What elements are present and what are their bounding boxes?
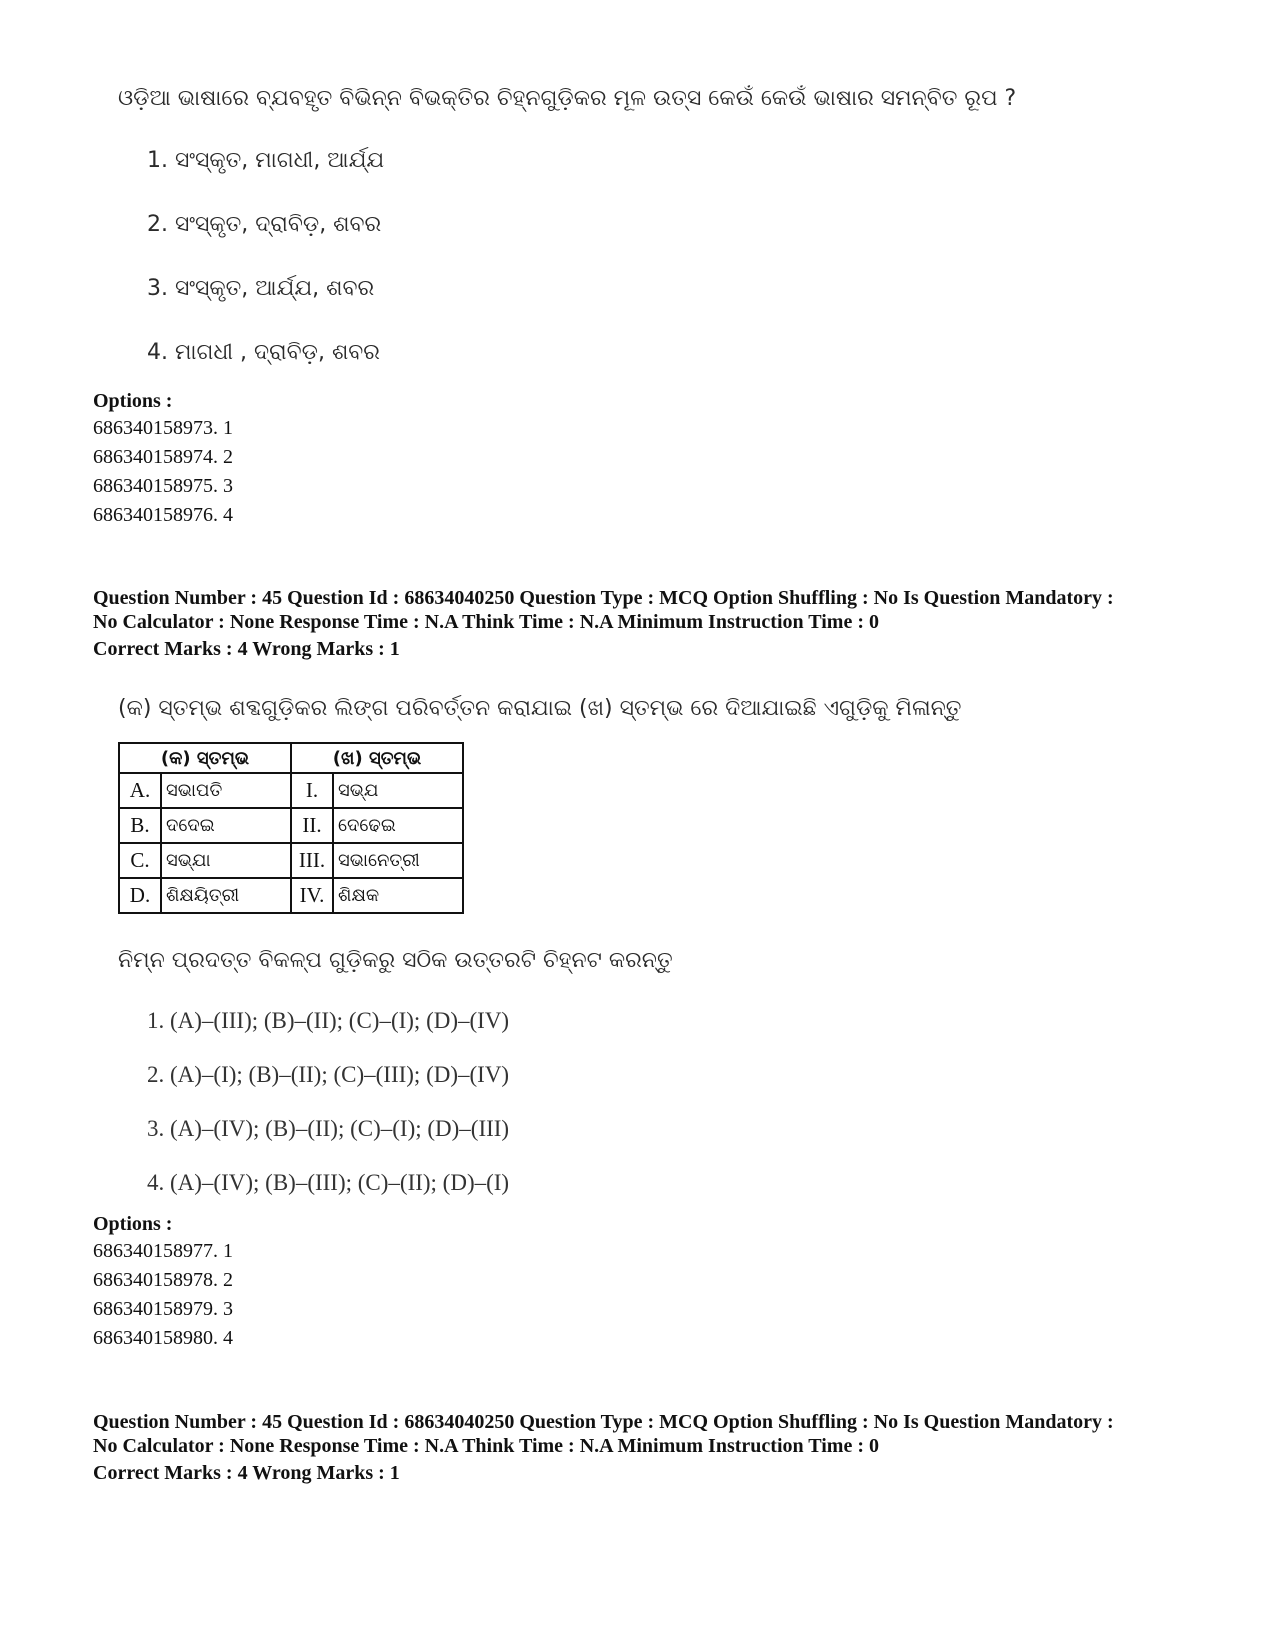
option-id: 686340158975. 3: [93, 475, 233, 497]
choice-item: 2. (A)–(I); (B)–(II); (C)–(III); (D)–(IV): [147, 1062, 510, 1087]
choice-item: 4. ମାଗଧୀ , ଦ୍ରାବିଡ଼, ଶବର: [147, 340, 380, 365]
choice-item: 3. (A)–(IV); (B)–(II); (C)–(I); (D)–(III): [147, 1116, 510, 1141]
column-b-header: (ଖ) ସ୍ତମ୍ଭ: [291, 743, 463, 773]
row-key: D.: [119, 878, 161, 913]
options-heading: Options :: [93, 390, 173, 412]
option-id: 686340158980. 4: [93, 1327, 233, 1349]
choice-item: 4. (A)–(IV); (B)–(III); (C)–(II); (D)–(I): [147, 1170, 510, 1195]
table-row: [119, 773, 463, 808]
row-value: ସଭ୍ଯା: [161, 843, 291, 878]
matching-table: [118, 742, 464, 914]
question-2-choices: [147, 1008, 509, 1224]
meta-line: Question Number : 45 Question Id : 68634040250 Question Type : MCQ Option Shuffling : No Is Question Mandatory :: [93, 587, 1114, 609]
question-meta: [93, 586, 1114, 634]
row-key: II.: [291, 808, 333, 843]
column-a-header: (କ) ସ୍ତମ୍ଭ: [119, 743, 291, 773]
option-id: 686340158973. 1: [93, 417, 233, 439]
choice-item: 3. ସଂସ୍କୃତ, ଆର୍ଯ୍ଯ, ଶବର: [147, 276, 375, 301]
choice-item: 1. ସଂସ୍କୃତ, ମାଗଧୀ, ଆର୍ଯ୍ଯ: [147, 148, 385, 173]
row-value: ସଭାପତି: [161, 773, 291, 808]
option-id: 686340158978. 2: [93, 1269, 233, 1291]
marks-line: Correct Marks : 4 Wrong Marks : 1: [93, 1462, 400, 1484]
question-1-choices: [147, 148, 384, 404]
question-1-text: ଓଡ଼ିଆ ଭାଷାରେ ବ୍ଯବହୃତ ବିଭିନ୍ନ ବିଭକ୍ତିର ଚିହ୍ନଗୁଡ଼ିକର ମୂଳ ଉତ୍ସ କେଉଁ କେଉଁ ଭାଷାର ସମନ୍ବିତ ରୂପ ?: [118, 86, 1017, 111]
meta-line: No Calculator : None Response Time : N.A Think Time : N.A Minimum Instruction Time : 0: [93, 611, 879, 633]
row-value: ଦେଢେଇ: [333, 808, 463, 843]
marks-line: Correct Marks : 4 Wrong Marks : 1: [93, 638, 400, 660]
table-row: [119, 808, 463, 843]
row-key: C.: [119, 843, 161, 878]
instruction-text: ନିମ୍ନ ପ୍ରଦତ୍ତ ବିକଳ୍ପ ଗୁଡ଼ିକରୁ ସଠିକ ଉତ୍ତରଟି ଚିହ୍ନଟ କରନ୍ତୁ: [118, 948, 673, 973]
choice-item: 2. ସଂସ୍କୃତ, ଦ୍ରାବିଡ଼, ଶବର: [147, 212, 382, 237]
meta-line: Question Number : 45 Question Id : 68634040250 Question Type : MCQ Option Shuffling : No Is Question Mandatory :: [93, 1411, 1114, 1433]
question-2-text: (କ) ସ୍ତମ୍ଭ ଶବ୍ଦଗୁଡ଼ିକର ଲିଙ୍ଗ ପରିବର୍ତ୍ତନ କରାଯାଇ (ଖ) ସ୍ତମ୍ଭ ରେ ଦିଆଯାଇଛି ଏଗୁଡ଼ିକୁ ମିଳାନ୍ତୁ: [118, 696, 962, 721]
table-row: [119, 878, 463, 913]
options-heading: Options :: [93, 1213, 173, 1235]
row-key: B.: [119, 808, 161, 843]
row-key: I.: [291, 773, 333, 808]
table-row: [119, 843, 463, 878]
option-id-list: [93, 1237, 233, 1353]
row-value: ଦଦେଇ: [161, 808, 291, 843]
row-value: ଶିକ୍ଷୟିତ୍ରୀ: [161, 878, 291, 913]
option-id: 686340158977. 1: [93, 1240, 233, 1262]
row-value: ସଭାନେତ୍ରୀ: [333, 843, 463, 878]
row-value: ଶିକ୍ଷକ: [333, 878, 463, 913]
meta-line: No Calculator : None Response Time : N.A Think Time : N.A Minimum Instruction Time : 0: [93, 1435, 879, 1457]
option-id: 686340158979. 3: [93, 1298, 233, 1320]
option-id: 686340158976. 4: [93, 504, 233, 526]
row-key: III.: [291, 843, 333, 878]
row-key: A.: [119, 773, 161, 808]
option-id: 686340158974. 2: [93, 446, 233, 468]
row-key: IV.: [291, 878, 333, 913]
choice-item: 1. (A)–(III); (B)–(II); (C)–(I); (D)–(IV): [147, 1008, 510, 1033]
option-id-list: [93, 414, 233, 530]
question-meta: [93, 1410, 1114, 1458]
row-value: ସଭ୍ଯ: [333, 773, 463, 808]
